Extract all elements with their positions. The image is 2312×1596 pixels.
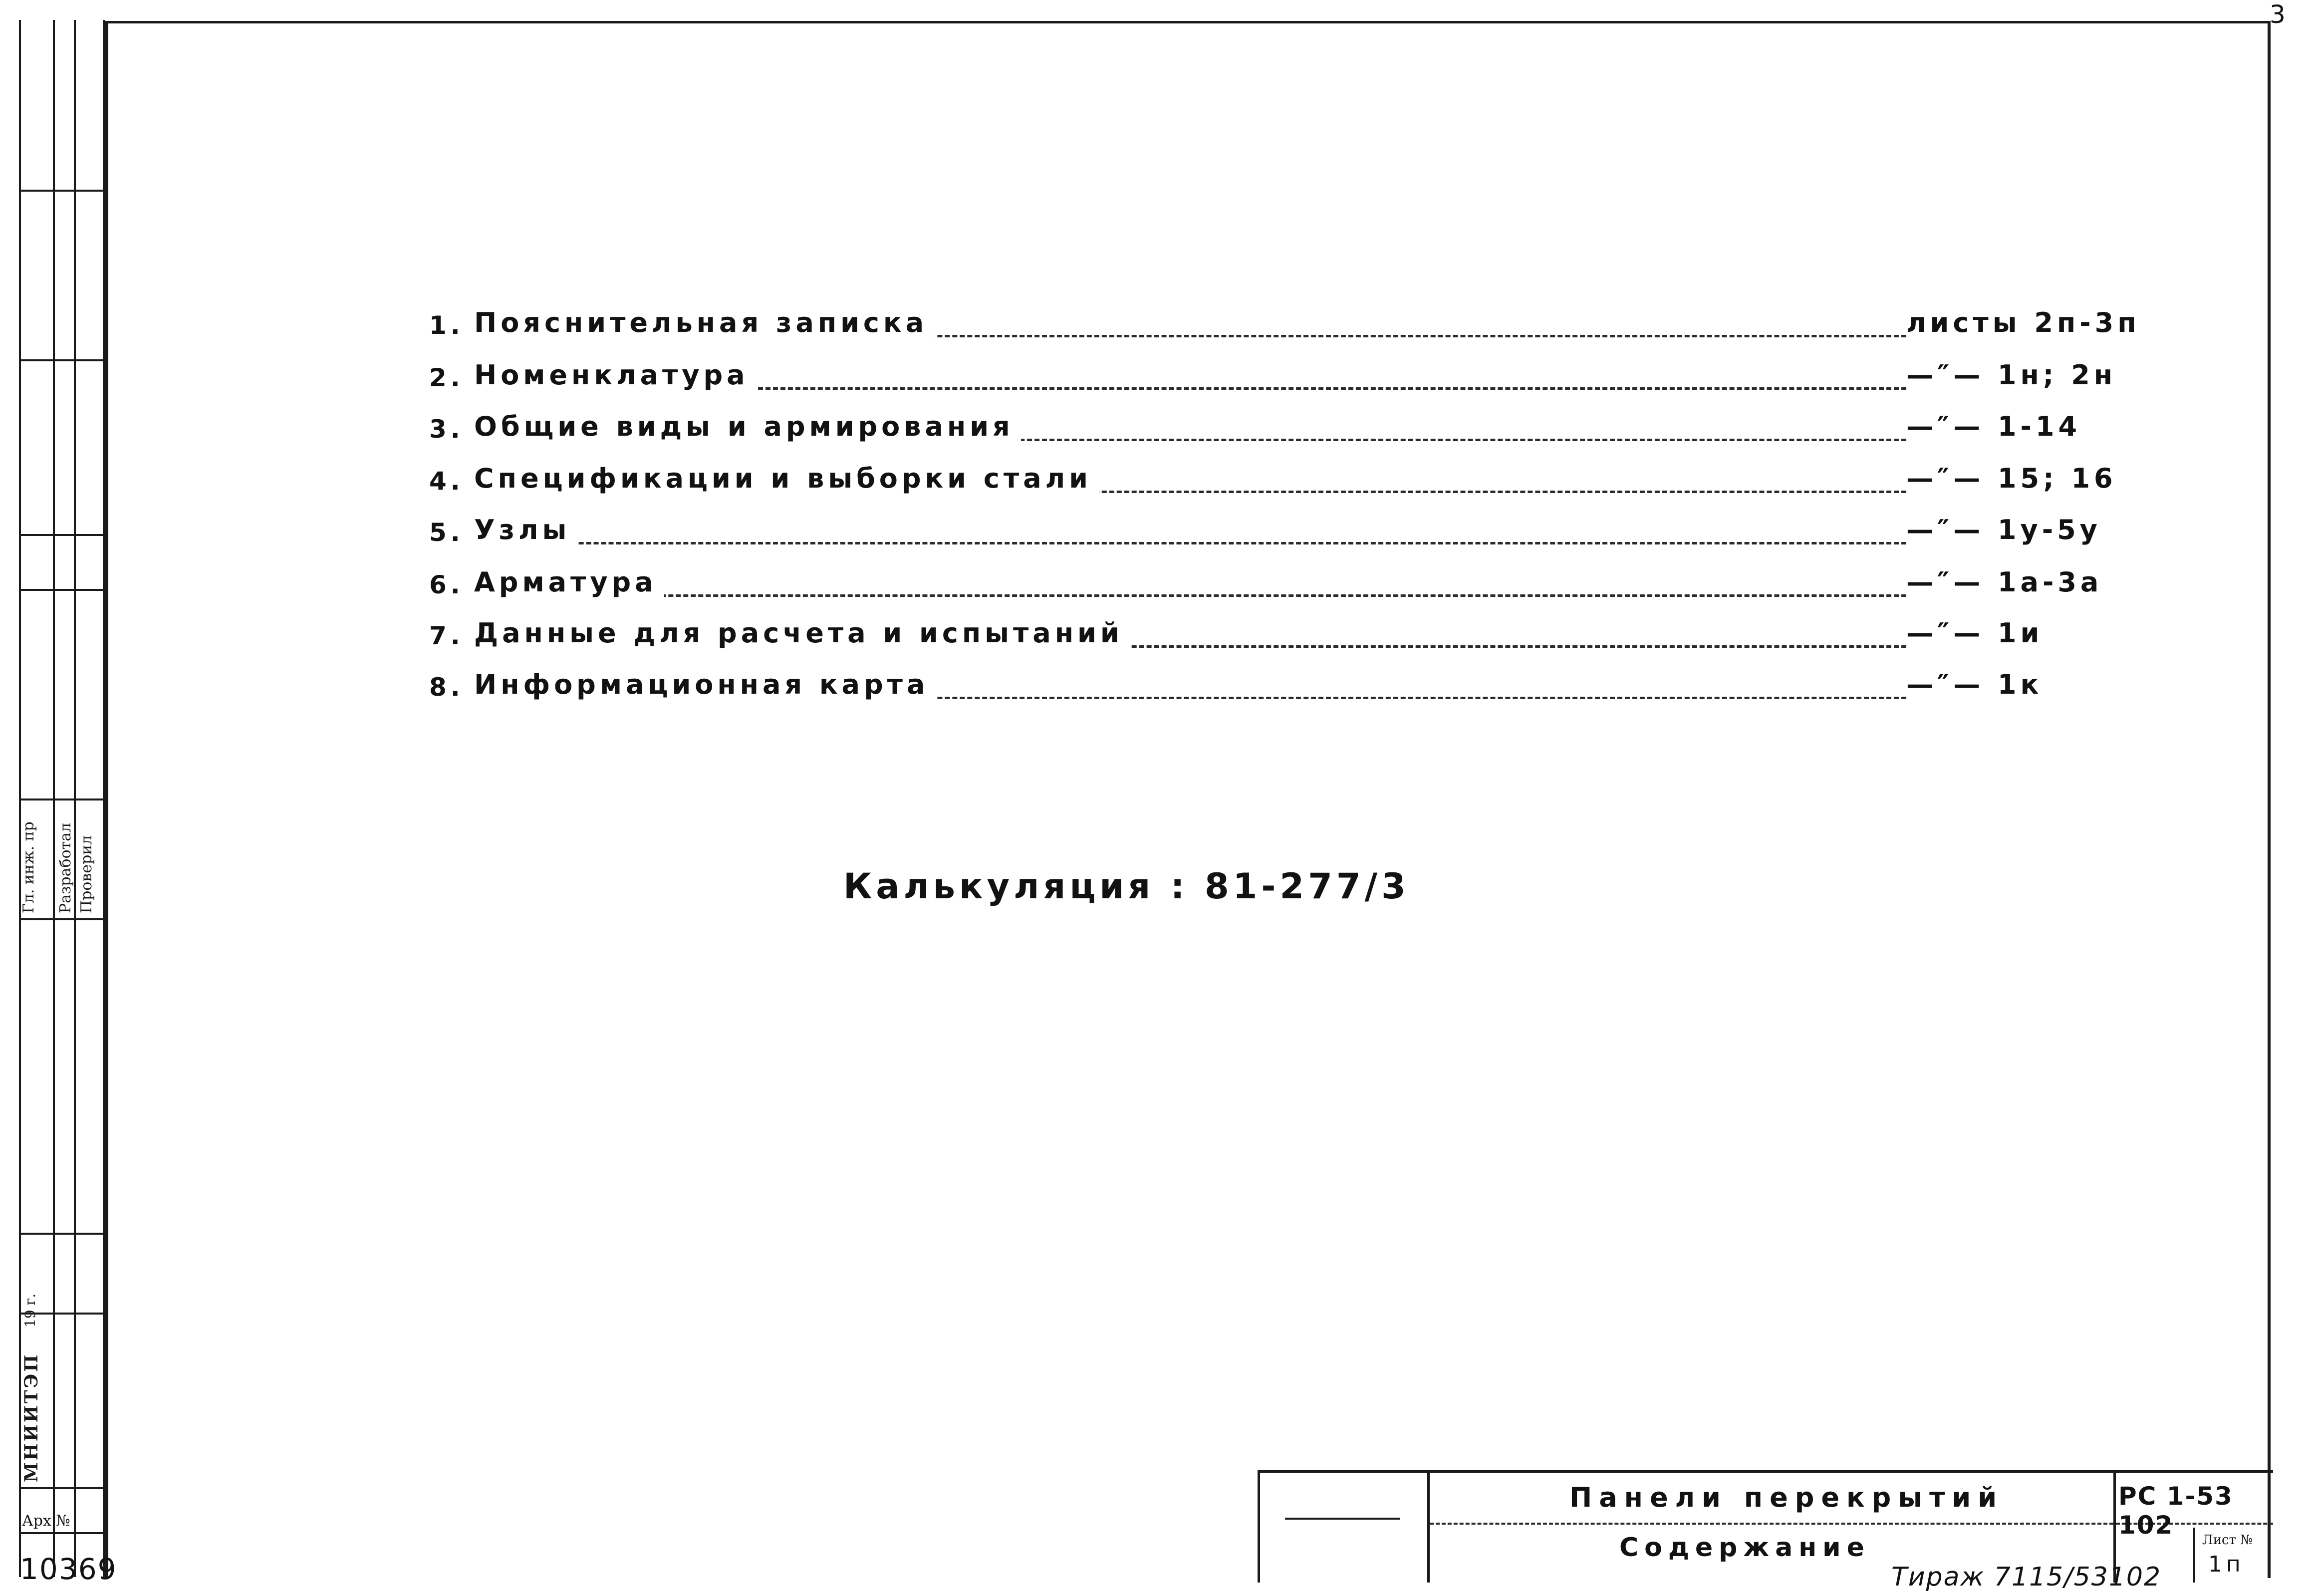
leader-line xyxy=(474,542,1906,544)
drawing-name: Панели перекрытий xyxy=(1569,1482,2004,1513)
toc-item xyxy=(429,354,2116,404)
bottom-annotation: Тираж 7115/53102 xyxy=(1891,1562,2162,1592)
sheet-value: 1п xyxy=(2208,1552,2245,1577)
toc-title: Узлы xyxy=(474,514,577,545)
toc-item xyxy=(429,509,2116,559)
year-label: 19 г. xyxy=(22,1293,38,1328)
toc-number: 5. xyxy=(429,518,464,547)
toc-title: Данные для расчета и испытаний xyxy=(474,617,1130,649)
toc-sheets: —″— 15; 16 xyxy=(1906,463,2117,494)
toc-sheets: —″— 1к xyxy=(1906,669,2116,700)
toc-number: 7. xyxy=(429,621,464,650)
toc-title: Номенклатура xyxy=(474,359,756,391)
toc-number: 2. xyxy=(429,363,464,392)
toc-title: Спецификации и выборки стали xyxy=(474,463,1099,494)
toc-sheets: —″— 1у-5у xyxy=(1906,514,2116,545)
series-code: РС 1-53 102 xyxy=(2118,1482,2233,1540)
archive-number: 10369 xyxy=(20,1552,117,1586)
toc-item xyxy=(429,664,2116,714)
toc-sheets: листы 2п-3п xyxy=(1906,307,2140,338)
toc-sheets: —″— 1и xyxy=(1906,617,2116,649)
org-name: МНИИТЭП xyxy=(21,1352,42,1482)
toc-number: 4. xyxy=(429,467,464,496)
toc-sheets: —″— 1-14 xyxy=(1906,411,2116,442)
archive-label: Арх № xyxy=(22,1512,70,1530)
toc-item xyxy=(429,612,2116,662)
sheet-number: 3 xyxy=(2270,0,2290,29)
toc-item xyxy=(429,406,2116,456)
toc-title: Информационная карта xyxy=(474,669,936,700)
toc-item xyxy=(429,302,2140,352)
sheet-label: Лист № xyxy=(2202,1533,2253,1548)
left-binding-strip xyxy=(19,20,117,1586)
toc-number: 6. xyxy=(429,570,464,599)
toc-title: Пояснительная записка xyxy=(474,307,935,338)
drawing-section: Содержание xyxy=(1619,1533,1870,1563)
leader-line xyxy=(474,594,1906,597)
toc-title: Общие виды и армирования xyxy=(474,411,1021,442)
role-developed: Разработал xyxy=(57,822,74,913)
toc-sheets: —″— 1а-3а xyxy=(1906,566,2116,598)
toc-title: Арматура xyxy=(474,566,664,598)
toc-item xyxy=(429,561,2116,611)
calculation-reference: Калькуляция : 81-277/3 xyxy=(843,866,1410,907)
toc-number: 8. xyxy=(429,673,464,702)
toc-sheets: —″— 1н; 2н xyxy=(1906,359,2117,391)
role-chief-engineer: Гл. инж. пр xyxy=(20,821,37,913)
role-checked: Проверил xyxy=(78,835,95,913)
toc-number: 3. xyxy=(429,415,464,444)
toc-number: 1. xyxy=(429,311,464,340)
toc-item xyxy=(429,458,2116,508)
drawing-frame xyxy=(105,21,2271,1578)
